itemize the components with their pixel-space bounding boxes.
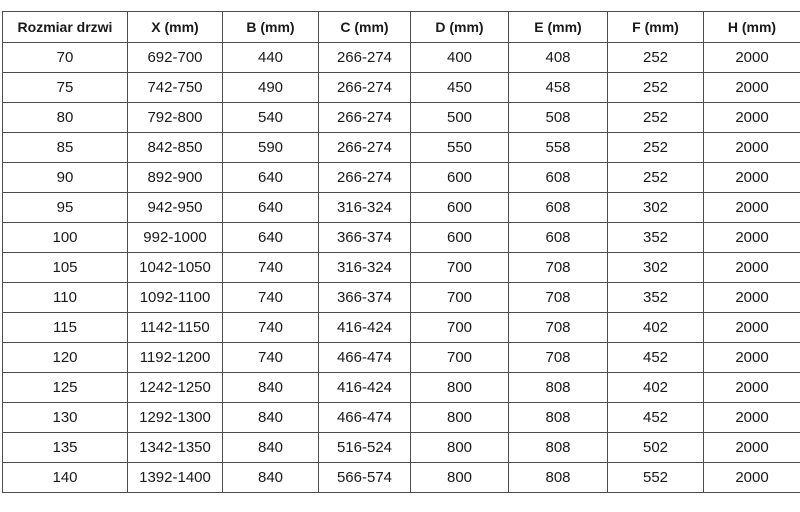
table-row <box>3 313 800 343</box>
table-cell: 80 <box>3 103 128 133</box>
table-row <box>3 43 800 73</box>
table-row <box>3 433 800 463</box>
table-cell: 2000 <box>704 73 800 103</box>
table-cell: 2000 <box>704 343 800 373</box>
table-body <box>3 43 800 493</box>
column-header: C (mm) <box>319 12 411 43</box>
table-cell: 740 <box>223 253 319 283</box>
table-cell: 452 <box>608 403 704 433</box>
table-cell: 500 <box>411 103 509 133</box>
table-cell: 105 <box>3 253 128 283</box>
table-cell: 600 <box>411 223 509 253</box>
table-cell: 502 <box>608 433 704 463</box>
table-cell: 140 <box>3 463 128 493</box>
table-cell: 90 <box>3 163 128 193</box>
table-cell: 402 <box>608 373 704 403</box>
table-row <box>3 163 800 193</box>
table-cell: 700 <box>411 313 509 343</box>
door-size-table <box>2 11 800 493</box>
table-cell: 252 <box>608 103 704 133</box>
table-cell: 252 <box>608 163 704 193</box>
column-header: Rozmiar drzwi <box>3 12 128 43</box>
table-cell: 608 <box>509 193 608 223</box>
table-cell: 2000 <box>704 283 800 313</box>
table-cell: 740 <box>223 313 319 343</box>
table-cell: 840 <box>223 433 319 463</box>
table-cell: 600 <box>411 193 509 223</box>
table-cell: 95 <box>3 193 128 223</box>
table-cell: 708 <box>509 313 608 343</box>
table-cell: 808 <box>509 403 608 433</box>
table-cell: 75 <box>3 73 128 103</box>
table-cell: 400 <box>411 43 509 73</box>
table-row <box>3 193 800 223</box>
table-cell: 266-274 <box>319 133 411 163</box>
table-cell: 550 <box>411 133 509 163</box>
table-cell: 842-850 <box>128 133 223 163</box>
table-cell: 2000 <box>704 403 800 433</box>
table-cell: 708 <box>509 253 608 283</box>
table-cell: 708 <box>509 283 608 313</box>
column-header: D (mm) <box>411 12 509 43</box>
table-row <box>3 73 800 103</box>
table-row <box>3 403 800 433</box>
table-cell: 1092-1100 <box>128 283 223 313</box>
table-cell: 2000 <box>704 133 800 163</box>
table-cell: 808 <box>509 373 608 403</box>
column-header: E (mm) <box>509 12 608 43</box>
table-row <box>3 283 800 313</box>
table-cell: 558 <box>509 133 608 163</box>
column-header: H (mm) <box>704 12 800 43</box>
table-cell: 85 <box>3 133 128 163</box>
table-cell: 640 <box>223 193 319 223</box>
table-cell: 800 <box>411 403 509 433</box>
table-cell: 892-900 <box>128 163 223 193</box>
table-cell: 135 <box>3 433 128 463</box>
table-cell: 792-800 <box>128 103 223 133</box>
table-cell: 110 <box>3 283 128 313</box>
column-header: X (mm) <box>128 12 223 43</box>
table-cell: 740 <box>223 343 319 373</box>
table-cell: 2000 <box>704 253 800 283</box>
table-cell: 1292-1300 <box>128 403 223 433</box>
table-cell: 840 <box>223 403 319 433</box>
table-cell: 130 <box>3 403 128 433</box>
table-cell: 416-424 <box>319 373 411 403</box>
table-cell: 692-700 <box>128 43 223 73</box>
table-cell: 608 <box>509 163 608 193</box>
table-cell: 352 <box>608 283 704 313</box>
table-cell: 458 <box>509 73 608 103</box>
table-cell: 2000 <box>704 193 800 223</box>
table-cell: 1242-1250 <box>128 373 223 403</box>
table-cell: 840 <box>223 463 319 493</box>
table-cell: 992-1000 <box>128 223 223 253</box>
table-row <box>3 103 800 133</box>
table-cell: 2000 <box>704 463 800 493</box>
table-cell: 1042-1050 <box>128 253 223 283</box>
table-cell: 1192-1200 <box>128 343 223 373</box>
table-cell: 252 <box>608 43 704 73</box>
table-cell: 490 <box>223 73 319 103</box>
table-cell: 540 <box>223 103 319 133</box>
table-cell: 2000 <box>704 433 800 463</box>
table-cell: 700 <box>411 343 509 373</box>
table-cell: 2000 <box>704 43 800 73</box>
table-cell: 266-274 <box>319 43 411 73</box>
table-cell: 2000 <box>704 103 800 133</box>
table-cell: 640 <box>223 163 319 193</box>
column-header: F (mm) <box>608 12 704 43</box>
table-cell: 508 <box>509 103 608 133</box>
table-cell: 590 <box>223 133 319 163</box>
table-cell: 352 <box>608 223 704 253</box>
table-cell: 2000 <box>704 223 800 253</box>
table-cell: 316-324 <box>319 193 411 223</box>
table-cell: 70 <box>3 43 128 73</box>
table-row <box>3 463 800 493</box>
table-cell: 808 <box>509 463 608 493</box>
table-cell: 800 <box>411 433 509 463</box>
table-cell: 1342-1350 <box>128 433 223 463</box>
table-cell: 566-574 <box>319 463 411 493</box>
table-cell: 302 <box>608 193 704 223</box>
table-cell: 125 <box>3 373 128 403</box>
table-row <box>3 343 800 373</box>
table-row <box>3 253 800 283</box>
table-cell: 100 <box>3 223 128 253</box>
table-cell: 266-274 <box>319 103 411 133</box>
table-cell: 466-474 <box>319 403 411 433</box>
table-cell: 252 <box>608 73 704 103</box>
table-header <box>3 12 800 43</box>
table-cell: 416-424 <box>319 313 411 343</box>
column-header: B (mm) <box>223 12 319 43</box>
table-cell: 2000 <box>704 373 800 403</box>
table-cell: 608 <box>509 223 608 253</box>
table-cell: 302 <box>608 253 704 283</box>
table-cell: 808 <box>509 433 608 463</box>
table-cell: 1142-1150 <box>128 313 223 343</box>
header-row <box>3 12 800 43</box>
table-cell: 1392-1400 <box>128 463 223 493</box>
table-cell: 740 <box>223 283 319 313</box>
table-cell: 700 <box>411 253 509 283</box>
table-cell: 408 <box>509 43 608 73</box>
table-cell: 266-274 <box>319 163 411 193</box>
table-cell: 316-324 <box>319 253 411 283</box>
table-cell: 742-750 <box>128 73 223 103</box>
table-cell: 252 <box>608 133 704 163</box>
table-cell: 2000 <box>704 163 800 193</box>
table-cell: 366-374 <box>319 223 411 253</box>
table-cell: 516-524 <box>319 433 411 463</box>
table-cell: 800 <box>411 373 509 403</box>
table-cell: 700 <box>411 283 509 313</box>
table-cell: 452 <box>608 343 704 373</box>
table-row <box>3 373 800 403</box>
table-cell: 552 <box>608 463 704 493</box>
table-cell: 2000 <box>704 313 800 343</box>
table-cell: 600 <box>411 163 509 193</box>
table-cell: 366-374 <box>319 283 411 313</box>
table-cell: 402 <box>608 313 704 343</box>
table-cell: 942-950 <box>128 193 223 223</box>
table-cell: 120 <box>3 343 128 373</box>
table-cell: 708 <box>509 343 608 373</box>
table-cell: 640 <box>223 223 319 253</box>
table-cell: 450 <box>411 73 509 103</box>
table-cell: 800 <box>411 463 509 493</box>
table-cell: 466-474 <box>319 343 411 373</box>
table-row <box>3 133 800 163</box>
table-cell: 266-274 <box>319 73 411 103</box>
table-cell: 115 <box>3 313 128 343</box>
table-row <box>3 223 800 253</box>
table-cell: 440 <box>223 43 319 73</box>
table-cell: 840 <box>223 373 319 403</box>
